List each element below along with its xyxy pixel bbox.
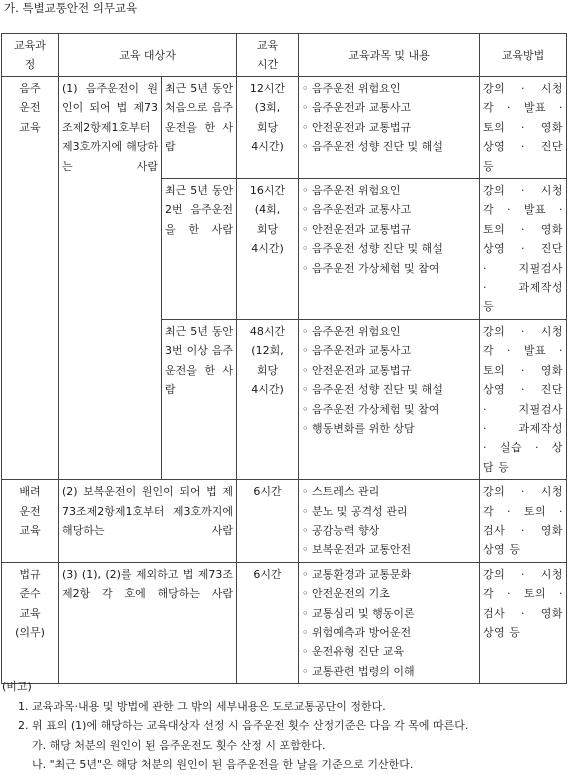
text-line: 음주 bbox=[19, 82, 41, 95]
table-row bbox=[2, 77, 567, 179]
content-item: ◦ 음주운전 위험요인 bbox=[302, 82, 401, 95]
method-first bbox=[480, 77, 567, 179]
text-line: · 지필검사 bbox=[483, 402, 564, 416]
text-line: 상영 등 bbox=[483, 543, 521, 557]
text-line: 4시간) bbox=[251, 242, 284, 256]
note-item-2: 2. 위 표의 (1)에 해당하는 교육대상자 선정 시 음주운전 횟수 산정기준은 다음 각 목에 따른다. bbox=[18, 719, 469, 733]
text-line: 등 bbox=[483, 300, 495, 314]
target-group-considerate: (2) 보복운전이 원인이 되어 법 제73조제2항제1호부터 제3호까지에 해당하는 사람 bbox=[59, 480, 237, 563]
course-considerate-driving bbox=[2, 480, 59, 563]
text-line: 운전 bbox=[19, 101, 41, 115]
content-item: ◦ 안전운전의 기초 bbox=[302, 587, 390, 601]
text-line: 16시간 bbox=[249, 184, 286, 198]
course-law-compliance bbox=[2, 562, 59, 683]
content-item: ◦ 안전운전과 교통법규 bbox=[302, 222, 412, 236]
content-item: ◦ 교통관련 법령의 이해 bbox=[302, 664, 415, 678]
text-line: 준수 bbox=[19, 587, 41, 601]
content-item: ◦ 스트레스 관리 bbox=[302, 485, 380, 499]
content-item: ◦ 음주운전 성향 진단 및 해설 bbox=[302, 140, 443, 154]
text-line: 교육 bbox=[19, 523, 41, 537]
text-line: 강의 · 시청 bbox=[483, 485, 564, 499]
subtarget-second: 최근 5년 동안 2번 음주운전을 한 사람 bbox=[162, 179, 237, 320]
subtarget-third: 최근 5년 동안 3번 이상 음주운전을 한 사람 bbox=[162, 319, 237, 479]
contents-second bbox=[299, 179, 480, 320]
text-line: 상영 · 진단 bbox=[483, 140, 564, 154]
header-target: 교육 대상자 bbox=[59, 34, 237, 77]
contents-law bbox=[299, 562, 480, 683]
content-item: ◦ 행동변화를 위한 상담 bbox=[302, 421, 415, 435]
notes-title: (비고) bbox=[2, 680, 32, 693]
text-line: 배려 bbox=[19, 485, 41, 499]
text-line: 법규 bbox=[19, 567, 41, 581]
content-item: ◦ 음주운전 성향 진단 및 해설 bbox=[302, 242, 443, 256]
text-line: 6시간 bbox=[253, 485, 282, 499]
text-line: 회당 bbox=[256, 222, 279, 236]
text-line: · 과제작성 bbox=[483, 421, 564, 435]
method-considerate bbox=[480, 480, 567, 563]
content-item: ◦ 음주운전 가상체험 및 참여 bbox=[302, 261, 440, 275]
text-line: (의무) bbox=[15, 625, 45, 639]
text-line: 상영 · 진단 bbox=[483, 383, 564, 397]
note-subitem-na: 나. "최근 5년"은 해당 처분의 원인이 된 음주운전을 한 날을 기준으로 기산한다. bbox=[32, 758, 414, 772]
header-hours bbox=[237, 34, 299, 77]
content-item: ◦ 운전유형 진단 교육 bbox=[302, 645, 405, 659]
content-item: ◦ 음주운전 가상체험 및 참여 bbox=[302, 402, 440, 416]
header-contents: 교육과목 및 내용 bbox=[299, 34, 480, 77]
content-item: ◦ 교통환경과 교통문화 bbox=[302, 567, 412, 581]
text-line: 교육 bbox=[19, 606, 41, 620]
text-line: 강의 · 시청 bbox=[483, 324, 564, 338]
text-line: 상영 · 진단 bbox=[483, 242, 564, 256]
content-item: ◦ 안전운전과 교통법규 bbox=[302, 363, 412, 377]
text-line: 등 bbox=[483, 159, 495, 173]
hours-first bbox=[237, 77, 299, 179]
hours-law bbox=[237, 562, 299, 683]
text-line: 48시간 bbox=[249, 324, 286, 338]
text-line: 각 · 토의 · bbox=[483, 504, 564, 518]
text-line: 교육 bbox=[256, 39, 279, 52]
text-line: 운전 bbox=[19, 504, 41, 518]
text-line: 토의 · 영화 bbox=[483, 363, 564, 377]
education-table bbox=[1, 33, 567, 684]
content-item: ◦ 음주운전 성향 진단 및 해설 bbox=[302, 383, 443, 397]
notes-section bbox=[2, 677, 468, 775]
note-subitem-ga: 가. 해당 처분의 원인이 된 음주운전도 횟수 산정 시 포함한다. bbox=[32, 738, 326, 752]
hours-considerate bbox=[237, 480, 299, 563]
text-line: (12회, bbox=[251, 344, 284, 358]
text-line: 각 · 발표 · bbox=[483, 344, 564, 358]
text-line: 토의 · 영화 bbox=[483, 120, 564, 134]
text-line: 각 · 토의 · bbox=[483, 587, 564, 601]
text-line: 각 · 발표 · bbox=[483, 203, 564, 217]
text-line: 12시간 bbox=[249, 82, 286, 95]
hours-third bbox=[237, 319, 299, 479]
text-line: 회당 bbox=[256, 120, 279, 134]
content-item: ◦ 음주운전 위험요인 bbox=[302, 324, 401, 338]
contents-third bbox=[299, 319, 480, 479]
content-item: ◦ 교통심리 및 행동이론 bbox=[302, 606, 415, 620]
content-item: ◦ 보복운전과 교통안전 bbox=[302, 543, 412, 557]
course-drunk-driving bbox=[2, 77, 59, 480]
table-row bbox=[2, 480, 567, 563]
content-item: ◦ 공감능력 향상 bbox=[302, 523, 380, 537]
text-line: 4시간) bbox=[251, 140, 284, 154]
text-line: 검사 · 영화 bbox=[483, 606, 564, 620]
text-line: · 지필검사 bbox=[483, 261, 564, 275]
content-item: ◦ 음주운전과 교통사고 bbox=[302, 344, 412, 358]
content-item: ◦ 음주운전 위험요인 bbox=[302, 184, 401, 198]
method-second bbox=[480, 179, 567, 320]
text-line: 교육과 bbox=[14, 39, 46, 52]
text-line: (4회, bbox=[254, 203, 281, 217]
table-header-row bbox=[2, 34, 567, 77]
text-line: 강의 · 시청 bbox=[483, 567, 564, 581]
text-line: · 실습 · 상 bbox=[483, 441, 564, 455]
text-line: 시간 bbox=[256, 58, 279, 71]
header-method: 교육방법 bbox=[480, 34, 567, 77]
contents-considerate bbox=[299, 480, 480, 563]
content-item: ◦ 위험예측과 방어운전 bbox=[302, 625, 412, 639]
text-line: 강의 · 시청 bbox=[483, 82, 564, 95]
text-line: 회당 bbox=[256, 363, 279, 377]
text-line: 각 · 발표 · bbox=[483, 101, 564, 115]
method-law bbox=[480, 562, 567, 683]
text-line: 교육 bbox=[19, 120, 41, 134]
header-course bbox=[2, 34, 59, 77]
text-line: 토의 · 영화 bbox=[483, 222, 564, 236]
target-group-law: (3) (1), (2)를 제외하고 법 제73조제2항 각 호에 해당하는 사람 bbox=[59, 562, 237, 683]
target-group-drunk: (1) 음주운전이 원인이 되어 법 제73조제2항제1호부터 제3호까지에 해당하는 사람 bbox=[59, 77, 162, 480]
hours-second bbox=[237, 179, 299, 320]
content-item: ◦ 음주운전과 교통사고 bbox=[302, 203, 412, 217]
content-item: ◦ 음주운전과 교통사고 bbox=[302, 101, 412, 115]
contents-first bbox=[299, 77, 480, 179]
content-item: ◦ 분노 및 공격성 관리 bbox=[302, 504, 408, 518]
text-line: 4시간) bbox=[251, 383, 284, 397]
table-row bbox=[2, 562, 567, 683]
text-line: 강의 · 시청 bbox=[483, 184, 564, 198]
text-line: 6시간 bbox=[253, 567, 282, 581]
content-item: ◦ 안전운전과 교통법규 bbox=[302, 120, 412, 134]
note-item-1: 1. 교육과목·내용 및 방법에 관한 그 밖의 세부내용은 도로교통공단이 정한다. bbox=[18, 699, 386, 713]
text-line: 정 bbox=[24, 58, 36, 71]
text-line: 검사 · 영화 bbox=[483, 523, 564, 537]
text-line: · 과제작성 bbox=[483, 281, 564, 295]
text-line: (3회, bbox=[254, 101, 281, 115]
subtarget-first: 최근 5년 동안 처음으로 음주운전을 한 사람 bbox=[162, 77, 237, 179]
text-line: 담 등 bbox=[483, 460, 510, 474]
section-heading: 가. 특별교통안전 의무교육 bbox=[4, 1, 138, 15]
method-third bbox=[480, 319, 567, 479]
text-line: 상영 등 bbox=[483, 625, 521, 639]
